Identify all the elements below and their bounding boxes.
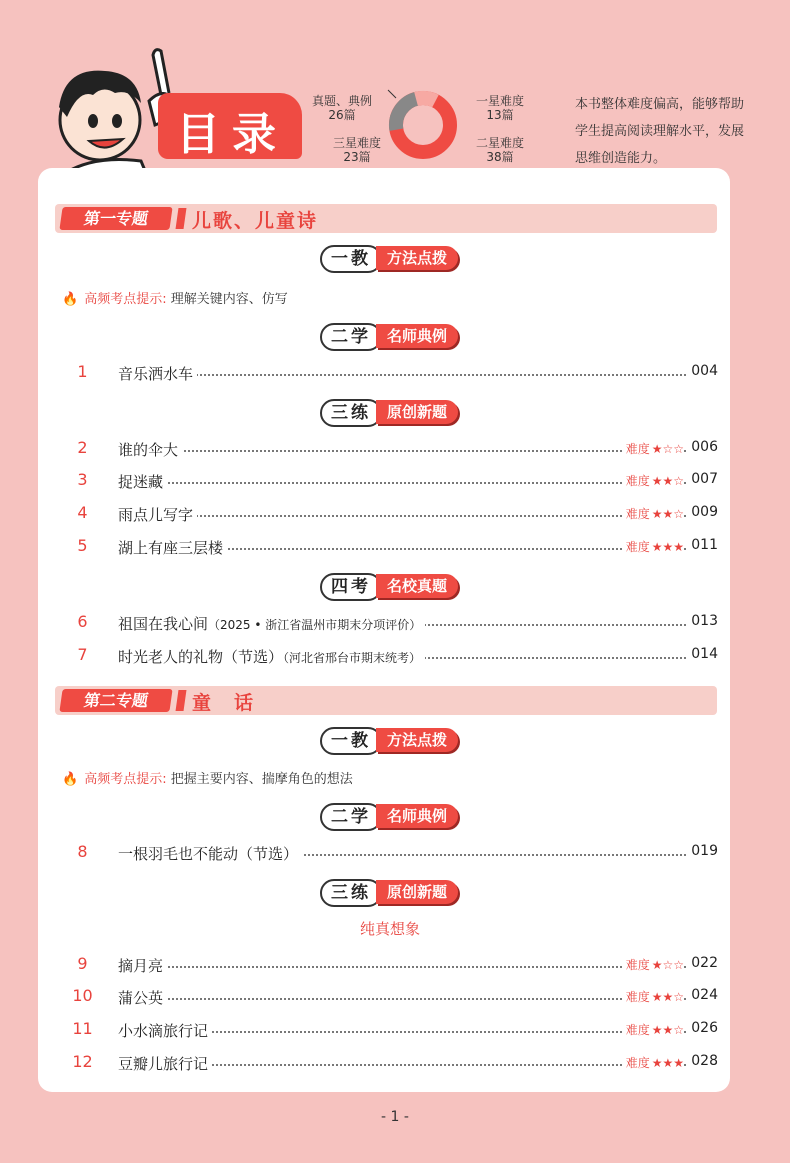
entry-number: 5 (77, 536, 88, 555)
entry-number: 3 (77, 470, 88, 489)
entry-title-text: 祖国在我心间 (118, 615, 209, 633)
topic-1-banner (55, 204, 717, 233)
entry-difficulty (623, 956, 684, 973)
toc-entry-12[interactable] (60, 1050, 720, 1074)
difficulty-label: 难度 (625, 474, 650, 488)
entry-number: 4 (77, 503, 88, 522)
header (0, 0, 790, 180)
difficulty-stars: ★★☆ (651, 990, 684, 1004)
entry-page: 014 (691, 646, 718, 662)
difficulty-stars: ★☆☆ (651, 958, 684, 972)
entry-title-text: 时光老人的礼物（节选） (118, 648, 284, 666)
toc-entry-6[interactable] (60, 610, 720, 634)
entry-page: 019 (691, 843, 718, 859)
section-2-learn (320, 802, 460, 832)
leader-dots (120, 966, 686, 968)
entry-number: 2 (77, 438, 88, 457)
entry-title (118, 439, 182, 460)
section-lead: 三练 (320, 879, 382, 907)
difficulty-label: 难度 (625, 958, 650, 972)
hint-1 (62, 288, 288, 307)
leader-dots (120, 450, 686, 452)
entry-title-text: 捉迷藏 (118, 473, 164, 491)
section-tag: 名师典例 (376, 324, 458, 348)
entry-number: 11 (72, 1019, 93, 1038)
entry-title-text: 音乐洒水车 (118, 365, 194, 383)
title-box (158, 93, 302, 159)
entry-title (118, 471, 167, 492)
topic-2-number: 第二专题 (59, 689, 172, 712)
difficulty-real-label: 真题、典例 (312, 94, 373, 108)
topic-2-name: 童 话 (192, 692, 256, 714)
difficulty-label: 难度 (625, 990, 650, 1004)
toc-entry-4[interactable] (60, 501, 720, 525)
difficulty-label: 难度 (625, 507, 650, 521)
section-1-exam (320, 572, 460, 602)
entry-difficulty (623, 440, 684, 457)
section-2-practice (320, 878, 460, 908)
leader-dots (120, 515, 686, 517)
leader-dots (120, 482, 686, 484)
entry-page: 024 (691, 987, 718, 1003)
entry-title (118, 613, 425, 634)
entry-title (118, 363, 197, 384)
entry-number: 1 (77, 362, 88, 381)
section-lead: 一教 (320, 245, 382, 273)
flame-icon: 🔥 (62, 772, 79, 787)
leader-dots (120, 374, 686, 376)
section-tag: 方法点拨 (376, 246, 458, 270)
difficulty-real (312, 94, 372, 122)
difficulty-stars: ★★☆ (651, 474, 684, 488)
entry-title-text: 一根羽毛也不能动（节选） (118, 845, 299, 863)
entry-page: 004 (691, 363, 718, 379)
section-lead: 二学 (320, 323, 382, 351)
section-tag: 名校真题 (376, 574, 458, 598)
entry-difficulty (623, 472, 684, 489)
entry-difficulty (623, 538, 684, 555)
section-1-practice (320, 398, 460, 428)
difficulty-stars: ★★★ (651, 540, 684, 554)
entry-source: （河北省邢台市期末统考） (283, 651, 422, 665)
entry-title (118, 1053, 212, 1074)
entry-title-text: 小水滴旅行记 (118, 1022, 209, 1040)
difficulty-stars: ★★★ (651, 1056, 684, 1070)
entry-title (118, 537, 227, 558)
entry-page: 007 (691, 471, 718, 487)
toc-entry-1[interactable] (60, 360, 720, 384)
entry-page: 022 (691, 955, 718, 971)
entry-difficulty (623, 1054, 684, 1071)
toc-entry-11[interactable] (60, 1017, 720, 1041)
section-tag: 方法点拨 (376, 728, 458, 752)
difficulty-stars: ★☆☆ (651, 442, 684, 456)
entry-page: 013 (691, 613, 718, 629)
entry-number: 9 (77, 954, 88, 973)
toc-entry-3[interactable] (60, 468, 720, 492)
topic-2-bar (176, 690, 187, 711)
entry-title-text: 蒲公英 (118, 989, 164, 1007)
page-number: - 1 - (381, 1109, 409, 1125)
hint-1-label: 高频考点提示: (84, 292, 167, 307)
entry-number: 12 (72, 1052, 93, 1071)
toc-entry-2[interactable] (60, 436, 720, 460)
entry-page: 006 (691, 439, 718, 455)
toc-entry-8[interactable] (60, 840, 720, 864)
book-summary: 本书整体难度偏高，能够帮助学生提高阅读理解水平，发展思维创造能力。 (575, 97, 745, 166)
section-1-learn (320, 322, 460, 352)
entry-page: 011 (691, 537, 718, 553)
topic-1-bar (176, 208, 187, 229)
section-lead: 三练 (320, 399, 382, 427)
hint-1-text: 理解关键内容、仿写 (170, 292, 288, 307)
difficulty-one-count: 13篇 (486, 108, 514, 122)
subheading: 纯真想象 (359, 920, 420, 938)
section-tag: 原创新题 (376, 880, 458, 904)
topic-2-banner (55, 686, 717, 715)
entry-page: 028 (691, 1053, 718, 1069)
entry-title (118, 987, 167, 1008)
difficulty-label: 难度 (625, 1023, 650, 1037)
difficulty-real-count: 26篇 (328, 108, 356, 122)
entry-difficulty (623, 505, 684, 522)
entry-difficulty (623, 1021, 684, 1038)
section-lead: 四考 (320, 573, 382, 601)
entry-title-text: 摘月亮 (118, 957, 164, 975)
hint-2-text: 把握主要内容、揣摩角色的想法 (170, 772, 353, 787)
difficulty-label: 难度 (625, 1056, 650, 1070)
entry-title (118, 843, 302, 864)
toc-entry-9[interactable] (60, 952, 720, 976)
difficulty-one-label: 一星难度 (476, 94, 525, 108)
section-2-teach (320, 726, 460, 756)
toc-entry-7[interactable] (60, 643, 720, 667)
difficulty-label: 难度 (625, 540, 650, 554)
section-tag: 原创新题 (376, 400, 458, 424)
entry-number: 6 (77, 612, 88, 631)
entry-page: 026 (691, 1020, 718, 1036)
entry-number: 8 (77, 842, 88, 861)
entry-number: 10 (72, 986, 93, 1005)
entry-title-text: 雨点儿写字 (118, 506, 194, 524)
difficulty-three-count: 23篇 (343, 150, 371, 164)
difficulty-ring-chart (386, 88, 460, 162)
page-title: 目录 (176, 109, 288, 160)
entry-title (118, 955, 167, 976)
entry-title-text: 谁的伞大 (118, 441, 179, 459)
difficulty-one (476, 94, 524, 122)
section-1-teach (320, 244, 460, 274)
topic-1-name: 儿歌、儿童诗 (192, 210, 319, 232)
entry-difficulty (623, 988, 684, 1005)
entry-title (118, 646, 425, 667)
entry-title (118, 504, 197, 525)
difficulty-three (333, 136, 381, 164)
leader-dots (120, 998, 686, 1000)
entry-page: 009 (691, 504, 718, 520)
hint-2-label: 高频考点提示: (84, 772, 167, 787)
topic-1-number: 第一专题 (59, 207, 172, 230)
toc-entry-5[interactable] (60, 534, 720, 558)
entry-source: （2025 • 浙江省温州市期末分项评价） (208, 618, 422, 632)
section-tag: 名师典例 (376, 804, 458, 828)
difficulty-stars: ★★☆ (651, 507, 684, 521)
entry-title-text: 豆瓣儿旅行记 (118, 1055, 209, 1073)
difficulty-two (476, 136, 524, 164)
hint-2 (62, 768, 353, 787)
toc-entry-10[interactable] (60, 984, 720, 1008)
entry-title-text: 湖上有座三层楼 (118, 539, 224, 557)
flame-icon: 🔥 (62, 292, 79, 307)
difficulty-stars: ★★☆ (651, 1023, 684, 1037)
entry-title (118, 1020, 212, 1041)
difficulty-three-label: 三星难度 (333, 136, 382, 150)
difficulty-two-label: 二星难度 (476, 136, 525, 150)
difficulty-two-count: 38篇 (486, 150, 514, 164)
entry-number: 7 (77, 645, 88, 664)
section-lead: 二学 (320, 803, 382, 831)
difficulty-label: 难度 (625, 442, 650, 456)
section-lead: 一教 (320, 727, 382, 755)
